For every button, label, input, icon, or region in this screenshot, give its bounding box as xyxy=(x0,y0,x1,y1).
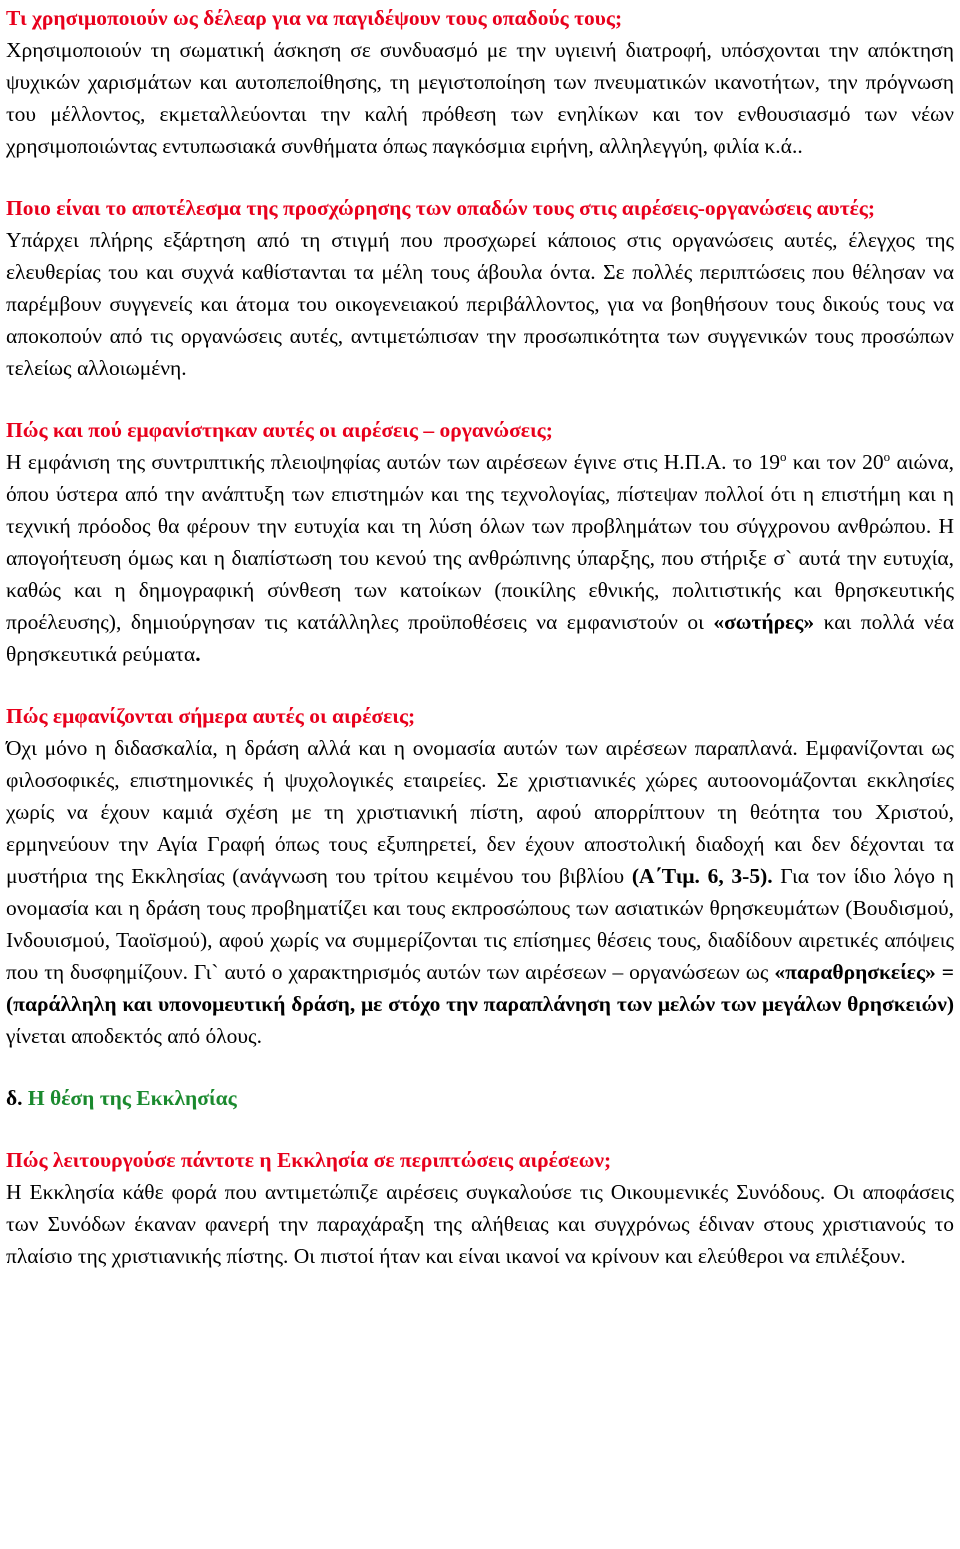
subsection-letter: δ. xyxy=(6,1086,23,1110)
section-heading: Πώς και πού εμφανίστηκαν αυτές οι αιρέσεις – οργανώσεις; xyxy=(6,418,553,442)
text-run: Όχι μόνο η διδασκαλία, η δράση αλλά και η ονομασία αυτών των αιρέσεων παραπλανά. Εμφανίζονται ως φιλοσοφικές, επιστημονικές ή ψυχολογικές εταιρείες. Σε χριστιανικές χώρες αυτοονομάζονται εκκλησίες χωρίς να έχουν καμιά σχέση με τη χριστιανική πίστη, αφού απορρίπτουν τη θεότητα του Χριστού, ερμηνεύουν την Αγία Γραφή όπως τους εξυπηρετεί, δεν έχουν αποστολική διαδοχή και δεν δέχονται τα μυστήρια της Εκκλησίας (ανάγνωση του τρίτου κειμένου του βιβλίου xyxy=(6,736,954,888)
section-body: Υπάρχει πλήρης εξάρτηση από τη στιγμή που προσχωρεί κάποιος στις οργανώσεις αυτές, έλεγχος της ελευθερίας του και συχνά καθίστανται τα μέλη τους άβουλα όντα. Σε πολλές περιπτώσεις που θέλησαν να παρέμβουν συγγενείς και άτομα του οικογενειακού περιβάλλοντος, για να βοηθήσουν τους δικούς τους να αποκοπούν από τις οργανώσεις αυτές, αντιμετώπισαν την προσωπικότητα των συγγενικών τους προσώπων τελείως αλλοιωμένη. xyxy=(6,228,954,380)
section-heading: Πώς λειτουργούσε πάντοτε η Εκκλησία σε περιπτώσεις αιρέσεων; xyxy=(6,1148,612,1172)
text-run: και τον 20 xyxy=(786,450,884,474)
spacer xyxy=(6,162,954,192)
text-run: γίνεται αποδεκτός από όλους. xyxy=(6,1024,262,1048)
bold-text: «παραθρησκείες» = (παράλληλη και υπονομευτική δράση, με στόχο την παραπλάνηση των μελών των μεγάλων θρησκειών) xyxy=(6,960,954,1016)
section-body xyxy=(6,732,954,1052)
bold-text: (Α΄Τιμ. 6, 3-5). xyxy=(631,864,773,888)
spacer xyxy=(6,1052,954,1082)
text-run: και πολλά νέα θρησκευτικά ρεύματα xyxy=(6,610,954,666)
section-heading: Πώς εμφανίζονται σήμερα αυτές οι αιρέσεις; xyxy=(6,704,416,728)
bold-text: . xyxy=(195,642,201,666)
section-body: Χρησιμοποιούν τη σωματική άσκηση σε συνδυασμό με την υγιεινή διατροφή, υπόσχονται την απόκτηση ψυχικών χαρισμάτων και αυτοπεποίθησης, τη μεγιστοποίηση των πνευματικών ικανοτήτων, την πρόγνωση του μέλλοντος, εκμεταλλεύονται την καλή πρόθεση των ενηλίκων και τον ενθουσιασμό των νέων χρησιμοποιώντας εντυπωσιακά συνθήματα όπως παγκόσμια ειρήνη, αλληλεγγύη, φιλία κ.ά.. xyxy=(6,38,954,158)
text-run: αιώνα, όπου ύστερα από την ανάπτυξη των επιστημών και της τεχνολογίας, πίστεψαν πολλοί ότι η επιστήμη και η τεχνική πρόοδος θα φέρουν την ευτυχία και τη λύση όλων των προβλημάτων του σύγχρονου ανθρώπου. Η απογοήτευση όμως και η διαπίστωση του κενού της ανθρώπινης ύπαρξης, που στήριξε σ` αυτά την ευτυχία, καθώς και η δημογραφική σύνθεση των κατοίκων (ποικίλης εθνικής, πολιτιστικής και θρησκευτικής προέλευσης), δημιούργησαν τις κατάλληλες προϋποθέσεις να εμφανιστούν οι xyxy=(6,450,955,634)
section-heading: Ποιο είναι το αποτέλεσμα της προσχώρησης των οπαδών τους στις αιρέσεις-οργανώσεις αυτές; xyxy=(6,196,876,220)
spacer xyxy=(6,384,954,414)
section-body xyxy=(6,446,954,670)
superscript: ο xyxy=(779,448,787,464)
text-run: Η εμφάνιση της συντριπτικής πλειοψηφίας αυτών των αιρέσεων έγινε στις Η.Π.Α. το 19 xyxy=(6,450,780,474)
subsection-name: Η θέση της Εκκλησίας xyxy=(27,1086,237,1110)
bold-text: «σωτήρες» xyxy=(713,610,815,634)
section-heading: Τι χρησιμοποιούν ως δέλεαρ για να παγιδέψουν τους οπαδούς τους; xyxy=(6,6,623,30)
text-run: Για τον ίδιο λόγο η ονομασία και η δράση τους προβηματίζει και τους εκπροσώπους των ασιατικών θρησκευμάτων (Βουδισμού, Ινδουισμού, Ταοϊσμού), αφού χωρίς να συμμερίζονται τις επίσημες θέσεις τους, διαδίδουν αιρετικές απόψεις που τη δυσφημίζουν. Γι` αυτό ο χαρακτηρισμός αυτών των αιρέσεων – οργανώσεων ως xyxy=(6,864,954,984)
superscript: ο xyxy=(883,448,891,464)
spacer xyxy=(6,1114,954,1144)
subsection-title xyxy=(6,1082,954,1114)
section-body: Η Εκκλησία κάθε φορά που αντιμετώπιζε αιρέσεις συγκαλούσε τις Οικουμενικές Συνόδους. Οι αποφάσεις των Συνόδων έκαναν φανερή την παραχάραξη της αλήθειας και συγχρόνως έδιναν στους χριστιανούς το πλαίσιο της χριστιανικής πίστης. Οι πιστοί ήταν και είναι ικανοί να κρίνουν και ελεύθεροι να επιλέξουν. xyxy=(6,1180,954,1268)
spacer xyxy=(6,670,954,700)
